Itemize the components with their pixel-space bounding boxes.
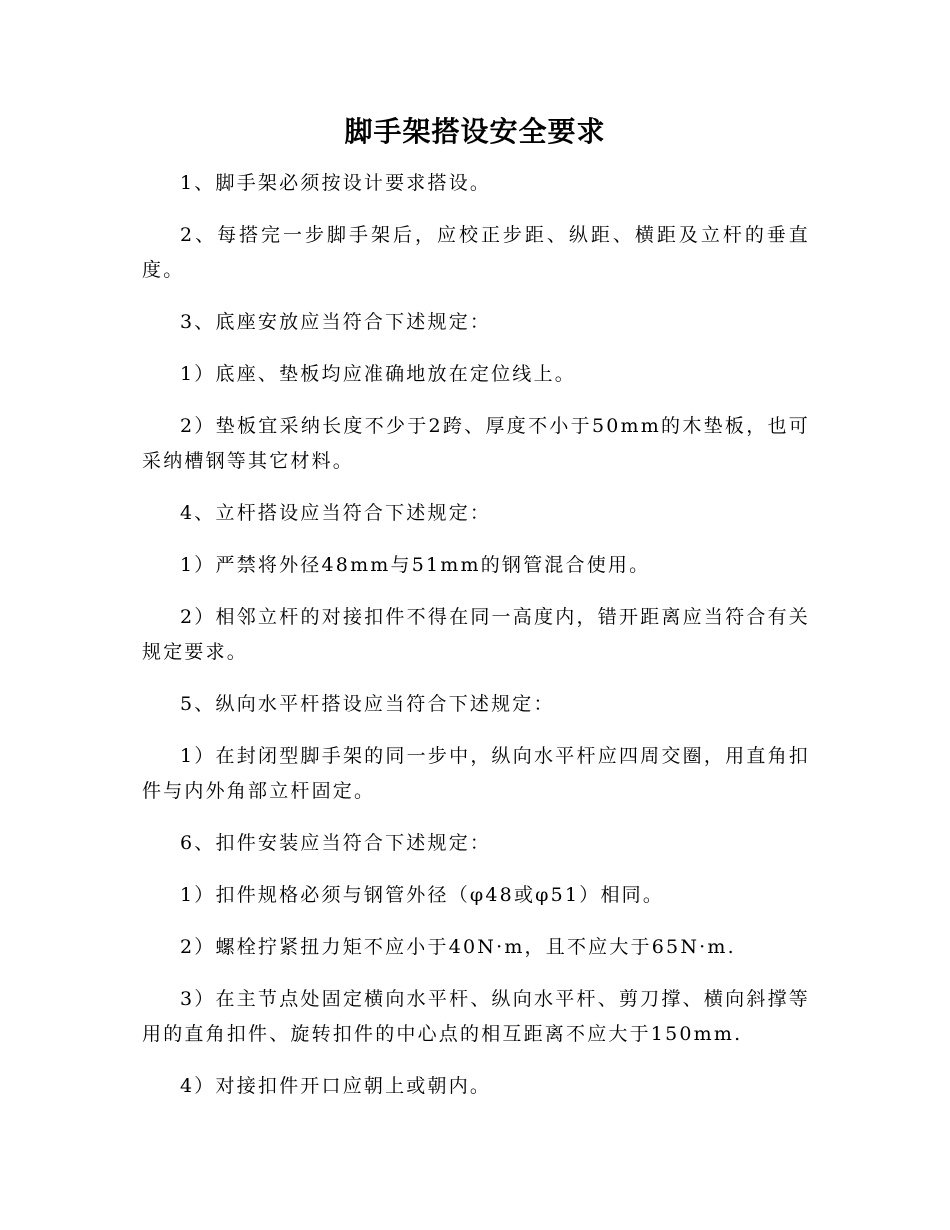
paragraph-6: 6、扣件安装应当符合下述规定： xyxy=(180,832,492,854)
paragraph-5-1: 1）在封闭型脚手架的同一步中，纵向水平杆应四周交圈，用直角扣件与内外角部立杆固定。 xyxy=(142,745,810,802)
paragraph-3-2: 2）垫板宜采纳长度不少于2跨、厚度不小于50mm的木垫板，也可采纳槽钢等其它材料。 xyxy=(142,415,810,472)
paragraph-1: 1、脚手架必须按设计要求搭设。 xyxy=(180,172,492,194)
paragraph-6-2: 2）螺栓拧紧扭力矩不应小于40N·m，且不应大于65N·m. xyxy=(180,936,736,958)
document-title: 脚手架搭设安全要求 xyxy=(344,115,606,148)
paragraph-3: 3、底座安放应当符合下述规定： xyxy=(180,311,492,333)
paragraph-4-2: 2）相邻立杆的对接扣件不得在同一高度内，错开距离应当符合有关规定要求。 xyxy=(142,606,810,663)
paragraph-2: 2、每搭完一步脚手架后，应校正步距、纵距、横距及立杆的垂直度。 xyxy=(142,224,810,281)
paragraph-6-4: 4）对接扣件开口应朝上或朝内。 xyxy=(180,1075,492,1097)
paragraph-4-1: 1）严禁将外径48mm与51mm的钢管混合使用。 xyxy=(180,554,651,576)
document-body xyxy=(142,166,810,1121)
paragraph-6-3: 3）在主节点处固定横向水平杆、纵向水平杆、剪刀撑、横向斜撑等用的直角扣件、旋转扣件的中心点的相互距离不应大于150mm. xyxy=(142,988,810,1045)
paragraph-5: 5、纵向水平杆搭设应当符合下述规定： xyxy=(180,693,555,715)
paragraph-4: 4、立杆搭设应当符合下述规定： xyxy=(180,502,492,524)
paragraph-3-1: 1）底座、垫板均应准确地放在定位线上。 xyxy=(180,363,576,385)
paragraph-6-1: 1）扣件规格必须与钢管外径（φ48或φ51）相同。 xyxy=(180,884,665,906)
